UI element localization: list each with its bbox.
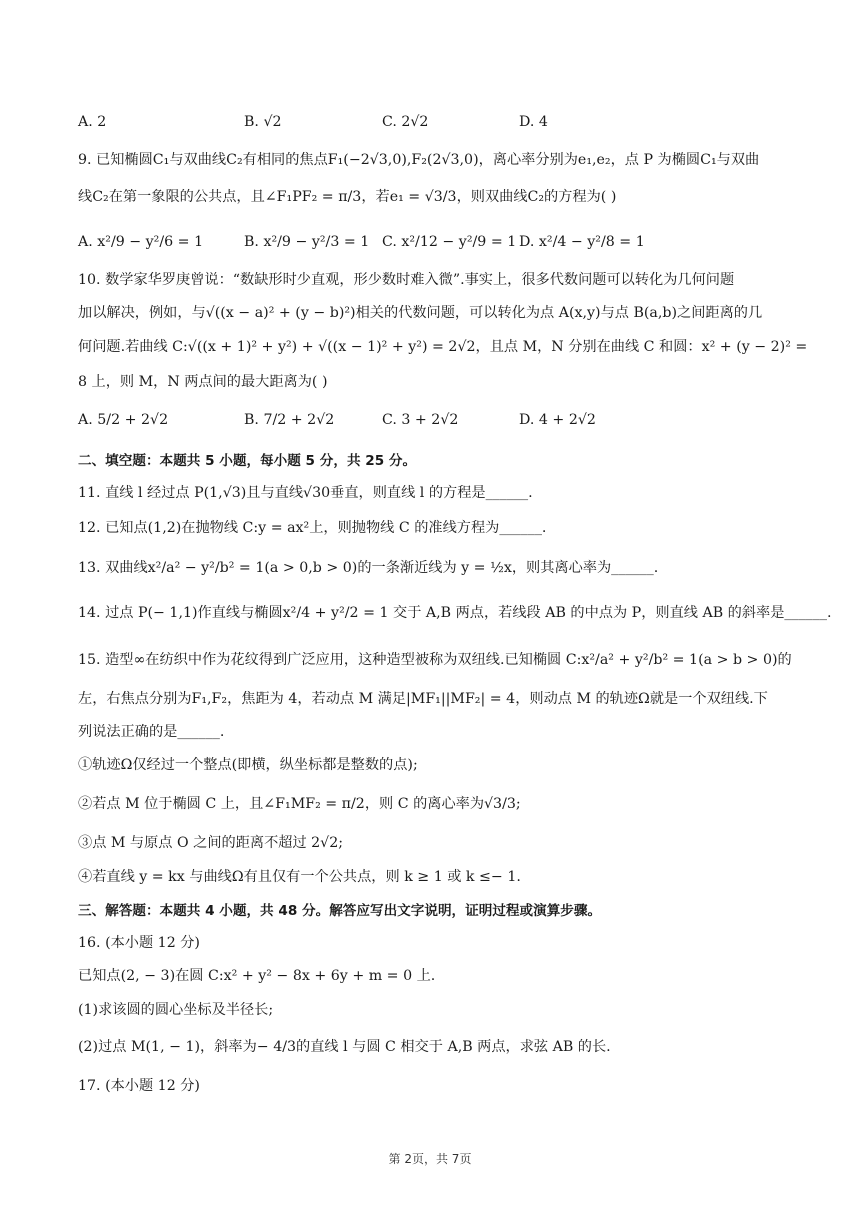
q8-option-c: C. 2√2 [382,114,429,130]
q16-part-1: (1)求该圆的圆心坐标及半径长; [78,1002,274,1018]
q10-stem-line-4: 8 上，则 M，N 两点间的最大距离为( ) [78,374,328,390]
section-3-heading: 三、解答题：本题共 4 小题，共 48 分。解答应写出文字说明，证明过程或演算步骤。 [78,903,602,919]
q16-part-2: (2)过点 M(1, − 1)，斜率为− 4/3的直线 l 与圆 C 相交于 A,B 两点，求弦 AB 的长. [78,1039,611,1055]
q8-option-a: A. 2 [78,114,107,130]
q10-option-b: B. 7/2 + 2√2 [244,412,335,428]
q15-stem-line-1: 15. 造型∞在纺织中作为花纹得到广泛应用，这种造型被称为双纽线.已知椭圆 C:x²/a² + y²/b² = 1(a > b > 0)的 [78,652,792,668]
q16-title: 16. (本小题 12 分) [78,935,200,951]
section-2-heading: 二、填空题：本题共 5 小题，每小题 5 分，共 25 分。 [78,453,417,469]
q9-stem-line-2: 线C₂在第一象限的公共点，且∠F₁PF₂ = π/3，若e₁ = √3/3，则双曲线C₂的方程为( ) [78,189,617,205]
q15-statement-4: ④若直线 y = kx 与曲线Ω有且仅有一个公共点，则 k ≥ 1 或 k ≤− 1. [78,869,521,885]
q10-option-c: C. 3 + 2√2 [382,412,459,428]
page-footer: 第 2页，共 7页 [388,1152,472,1166]
q17-title: 17. (本小题 12 分) [78,1078,200,1094]
q8-option-b: B. √2 [244,114,282,130]
q8-option-d: D. 4 [519,114,548,130]
q12: 12. 已知点(1,2)在抛物线 C:y = ax²上，则抛物线 C 的准线方程为______. [78,520,547,536]
q10-option-d: D. 4 + 2√2 [519,412,596,428]
q9-stem-line-1: 9. 已知椭圆C₁与双曲线C₂有相同的焦点F₁(−2√3,0),F₂(2√3,0)，离心率分别为e₁,e₂，点 P 为椭圆C₁与双曲 [78,152,760,168]
q10-stem-line-3: 何问题.若曲线 C:√((x + 1)² + y²) + √((x − 1)² + y²) = 2√2，且点 M，N 分别在曲线 C 和圆：x² + (y − 2)² = [78,339,808,355]
q10-stem-line-2: 加以解决，例如，与√((x − a)² + (y − b)²)相关的代数问题，可以转化为点 A(x,y)与点 B(a,b)之间距离的几 [78,305,763,321]
q15-statement-2: ②若点 M 位于椭圆 C 上，且∠F₁MF₂ = π/2，则 C 的离心率为√3/3; [78,796,521,812]
q10-stem-line-1: 10. 数学家华罗庚曾说：“数缺形时少直观，形少数时难入微”.事实上，很多代数问题可以转化为几何问题 [78,272,735,288]
q15-stem-line-3: 列说法正确的是______. [78,724,225,740]
q11: 11. 直线 l 经过点 P(1,√3)且与直线√30垂直，则直线 l 的方程是______. [78,485,533,501]
q9-option-c: C. x²/12 − y²/9 = 1 [382,234,517,250]
q9-option-d: D. x²/4 − y²/8 = 1 [519,234,645,250]
q9-option-a: A. x²/9 − y²/6 = 1 [78,234,204,250]
q10-option-a: A. 5/2 + 2√2 [78,412,169,428]
q14: 14. 过点 P(− 1,1)作直线与椭圆x²/4 + y²/2 = 1 交于 A,B 两点，若线段 AB 的中点为 P，则直线 AB 的斜率是______. [78,605,832,621]
q9-option-b: B. x²/9 − y²/3 = 1 [244,234,370,250]
q15-stem-line-2: 左，右焦点分别为F₁,F₂，焦距为 4，若动点 M 满足|MF₁||MF₂| = 4，则动点 M 的轨迹Ω就是一个双纽线.下 [78,691,768,707]
q16-stem: 已知点(2, − 3)在圆 C:x² + y² − 8x + 6y + m = 0 上. [78,968,436,984]
q15-statement-1: ①轨迹Ω仅经过一个整点(即横，纵坐标都是整数的点); [78,757,418,773]
q13: 13. 双曲线x²/a² − y²/b² = 1(a > 0,b > 0)的一条渐近线为 y = ½x，则其离心率为______. [78,560,659,576]
q15-statement-3: ③点 M 与原点 O 之间的距离不超过 2√2; [78,835,344,851]
